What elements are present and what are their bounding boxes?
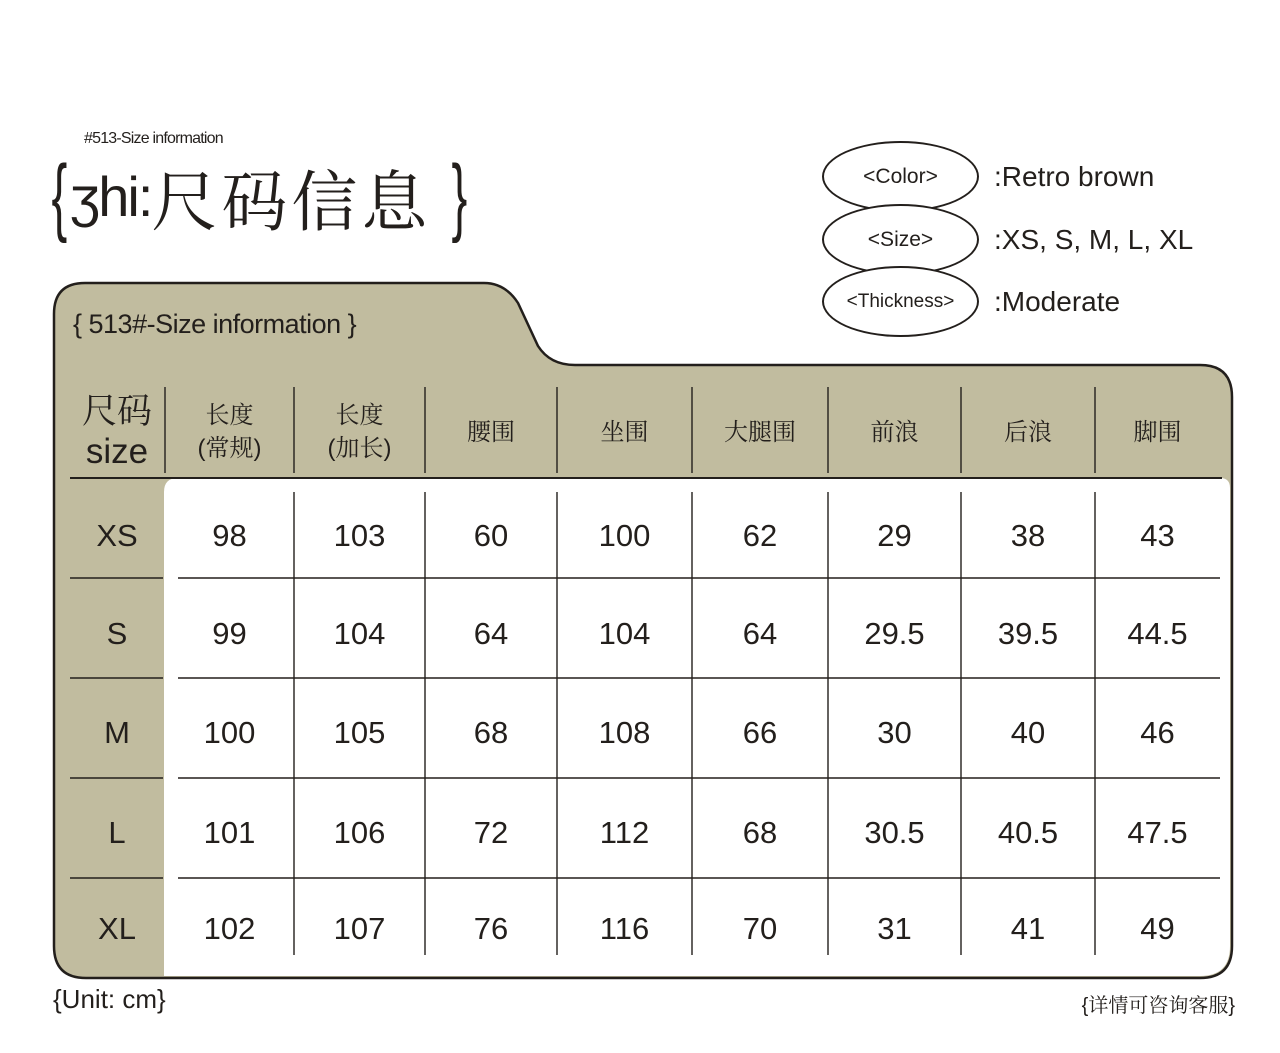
table-cell: 116 — [599, 910, 650, 946]
table-cell: 29 — [877, 517, 912, 553]
row-header-xs: XS — [96, 517, 138, 553]
title-chinese: 尺码信息 — [151, 164, 432, 239]
table-cell: 64 — [473, 615, 509, 651]
title-open-brace: { — [51, 148, 68, 244]
table-cell: 66 — [742, 714, 778, 750]
column-header-2: 长度 (加长) — [327, 402, 392, 462]
table-cell: 106 — [333, 814, 386, 850]
thickness-label-oval: <Thickness> — [822, 266, 979, 337]
column-header-5: 大腿围 — [724, 418, 796, 446]
table-cell: 98 — [212, 517, 247, 553]
table-cell: 68 — [742, 814, 778, 850]
thickness-value: :Moderate — [994, 285, 1121, 317]
table-cell: 101 — [203, 814, 256, 850]
table-cell: 29.5 — [864, 615, 925, 651]
column-header-6: 前浪 — [870, 418, 919, 446]
column-header-7: 后浪 — [1004, 418, 1052, 446]
table-cell: 70 — [742, 910, 778, 946]
table-cell: 99 — [212, 615, 247, 651]
table-cell: 102 — [203, 910, 256, 946]
table-cell: 112 — [599, 814, 650, 850]
title-close-brace: } — [451, 148, 468, 244]
size-column-header — [70, 386, 164, 478]
table-cell: 30 — [877, 714, 912, 750]
table-cell: 40.5 — [997, 814, 1059, 850]
table-cell: 41 — [1010, 910, 1046, 946]
table-cell: 38 — [1010, 517, 1046, 553]
table-cell: 60 — [473, 517, 509, 553]
table-cell: 43 — [1140, 517, 1175, 553]
table-cell: 107 — [333, 910, 386, 946]
table-cell: 108 — [598, 714, 651, 750]
size-value: :XS, S, M, L, XL — [994, 223, 1194, 255]
table-cell: 72 — [473, 814, 509, 850]
table-cell: 104 — [598, 615, 651, 651]
color-label-oval: <Color> — [822, 141, 979, 212]
column-header-4: 坐围 — [600, 418, 649, 446]
row-header-m: M — [104, 714, 130, 750]
table-cell: 40 — [1010, 714, 1046, 750]
column-header-3: 腰围 — [467, 418, 515, 446]
table-cell: 100 — [203, 714, 256, 750]
size-header-cn: 尺码 — [81, 392, 152, 431]
table-cell: 47.5 — [1127, 814, 1188, 850]
table-cell: 46 — [1140, 714, 1175, 750]
table-cell: 30.5 — [864, 814, 925, 850]
unit-note: {Unit: cm} — [53, 984, 166, 1014]
brand-logo-text: ʒhi: — [69, 164, 152, 228]
table-cell: 100 — [598, 517, 651, 553]
table-cell: 104 — [333, 615, 386, 651]
row-header-s: S — [106, 615, 128, 651]
table-cell: 76 — [473, 910, 509, 946]
table-cell: 68 — [473, 714, 509, 750]
column-header-1: 长度 (常规) — [197, 402, 262, 462]
contact-service-note: {详情可咨询客服} — [1081, 995, 1235, 1017]
table-cell: 62 — [742, 517, 778, 553]
table-cell: 31 — [877, 910, 912, 946]
column-header-8: 脚围 — [1133, 418, 1182, 446]
color-value: :Retro brown — [994, 160, 1155, 192]
size-info-caption: #513-Size information — [84, 130, 223, 147]
table-title: { 513#-Size information } — [73, 309, 357, 339]
row-header-l: L — [108, 814, 126, 850]
row-header-xl: XL — [98, 910, 136, 946]
table-cell: 103 — [333, 517, 386, 553]
table-cell: 39.5 — [997, 615, 1059, 651]
table-cell: 49 — [1140, 910, 1175, 946]
table-cell: 64 — [742, 615, 778, 651]
table-cell: 105 — [333, 714, 386, 750]
size-header-en: size — [85, 432, 149, 471]
size-label-oval: <Size> — [822, 204, 979, 275]
table-cell: 44.5 — [1127, 615, 1188, 651]
